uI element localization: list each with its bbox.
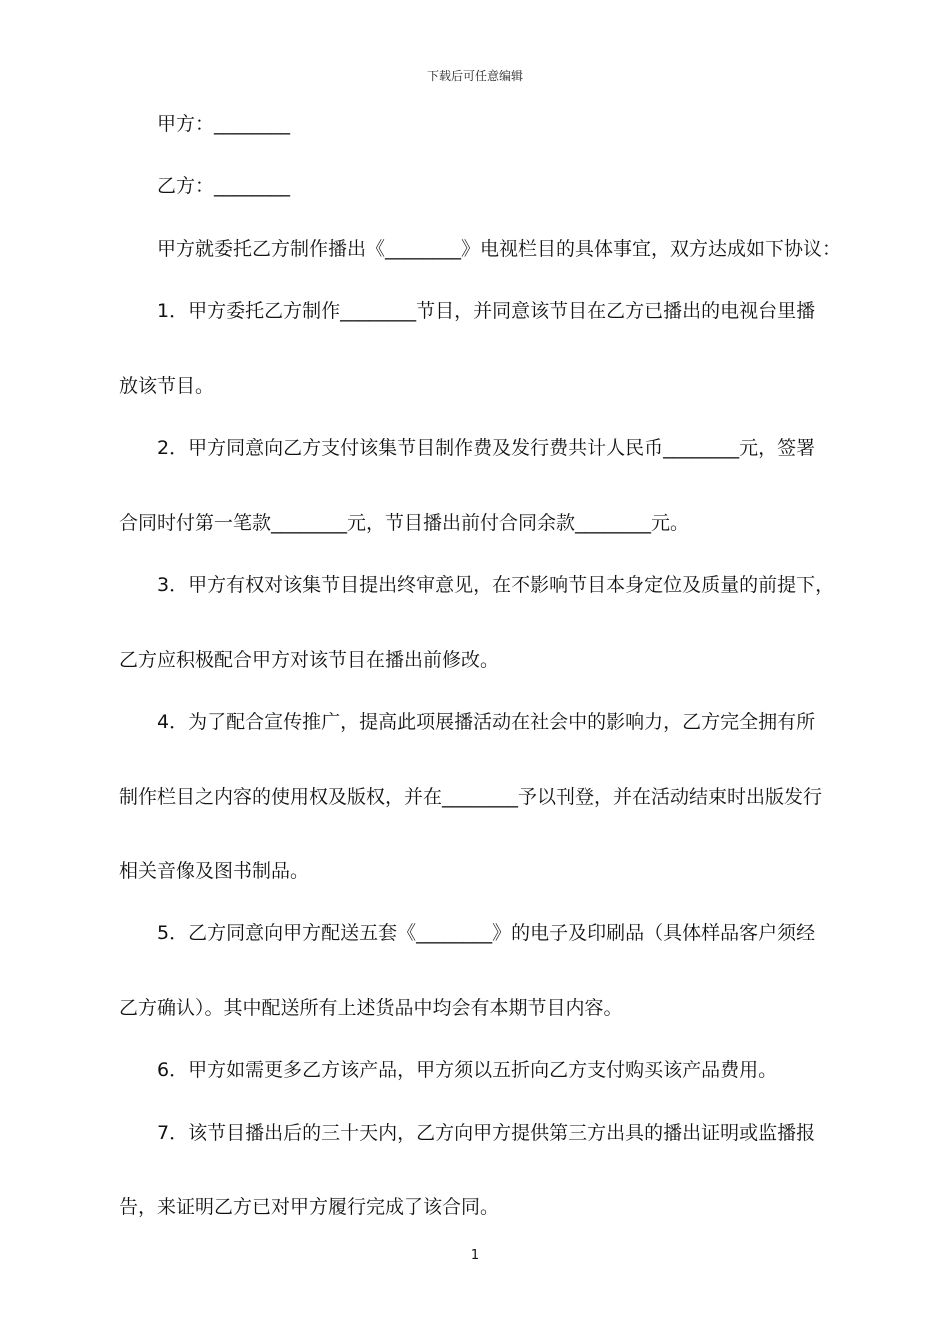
- clause-4-line-2: 制作栏目之内容的使用权及版权，并在________予以刊登，并在活动结束时出版发行: [119, 786, 823, 808]
- clause-3-line-2: 乙方应积极配合甲方对该节目在播出前修改。: [119, 649, 500, 671]
- clause-2-line-1: 2．甲方同意向乙方支付该集节目制作费及发行费共计人民币________元，签署: [157, 437, 816, 459]
- party-a-line: 甲方：________: [157, 113, 291, 135]
- clause-7-line-2: 告，来证明乙方已对甲方履行完成了该合同。: [119, 1196, 500, 1218]
- header-note: 下载后可任意编辑: [426, 69, 523, 83]
- clause-3-line-1: 3．甲方有权对该集节目提出终审意见，在不影响节目本身定位及质量的前提下，: [157, 574, 835, 596]
- party-b-line: 乙方：________: [157, 175, 291, 197]
- clause-6-line-1: 6．甲方如需更多乙方该产品，甲方须以五折向乙方支付购买该产品费用。: [157, 1059, 778, 1081]
- clause-1-line-2: 放该节目。: [119, 375, 215, 397]
- page-number: 1: [470, 1248, 480, 1263]
- clause-2-line-2: 合同时付第一笔款________元，节目播出前付合同余款________元。: [119, 512, 690, 534]
- clause-7-line-1: 7．该节目播出后的三十天内，乙方向甲方提供第三方出具的播出证明或监播报: [157, 1122, 816, 1144]
- contract-intro: 甲方就委托乙方制作播出《________》电视栏目的具体事宜，双方达成如下协议：: [157, 238, 842, 260]
- clause-5-line-2: 乙方确认）。其中配送所有上述货品中均会有本期节目内容。: [119, 997, 623, 1019]
- clause-4-line-1: 4．为了配合宣传推广，提高此项展播活动在社会中的影响力，乙方完全拥有所: [157, 711, 816, 733]
- clause-4-line-3: 相关音像及图书制品。: [119, 860, 310, 882]
- clause-1-line-1: 1．甲方委托乙方制作________节目，并同意该节目在乙方已播出的电视台里播: [157, 300, 816, 322]
- clause-5-line-1: 5．乙方同意向甲方配送五套《________》的电子及印刷品（具体样品客户须经: [157, 922, 816, 944]
